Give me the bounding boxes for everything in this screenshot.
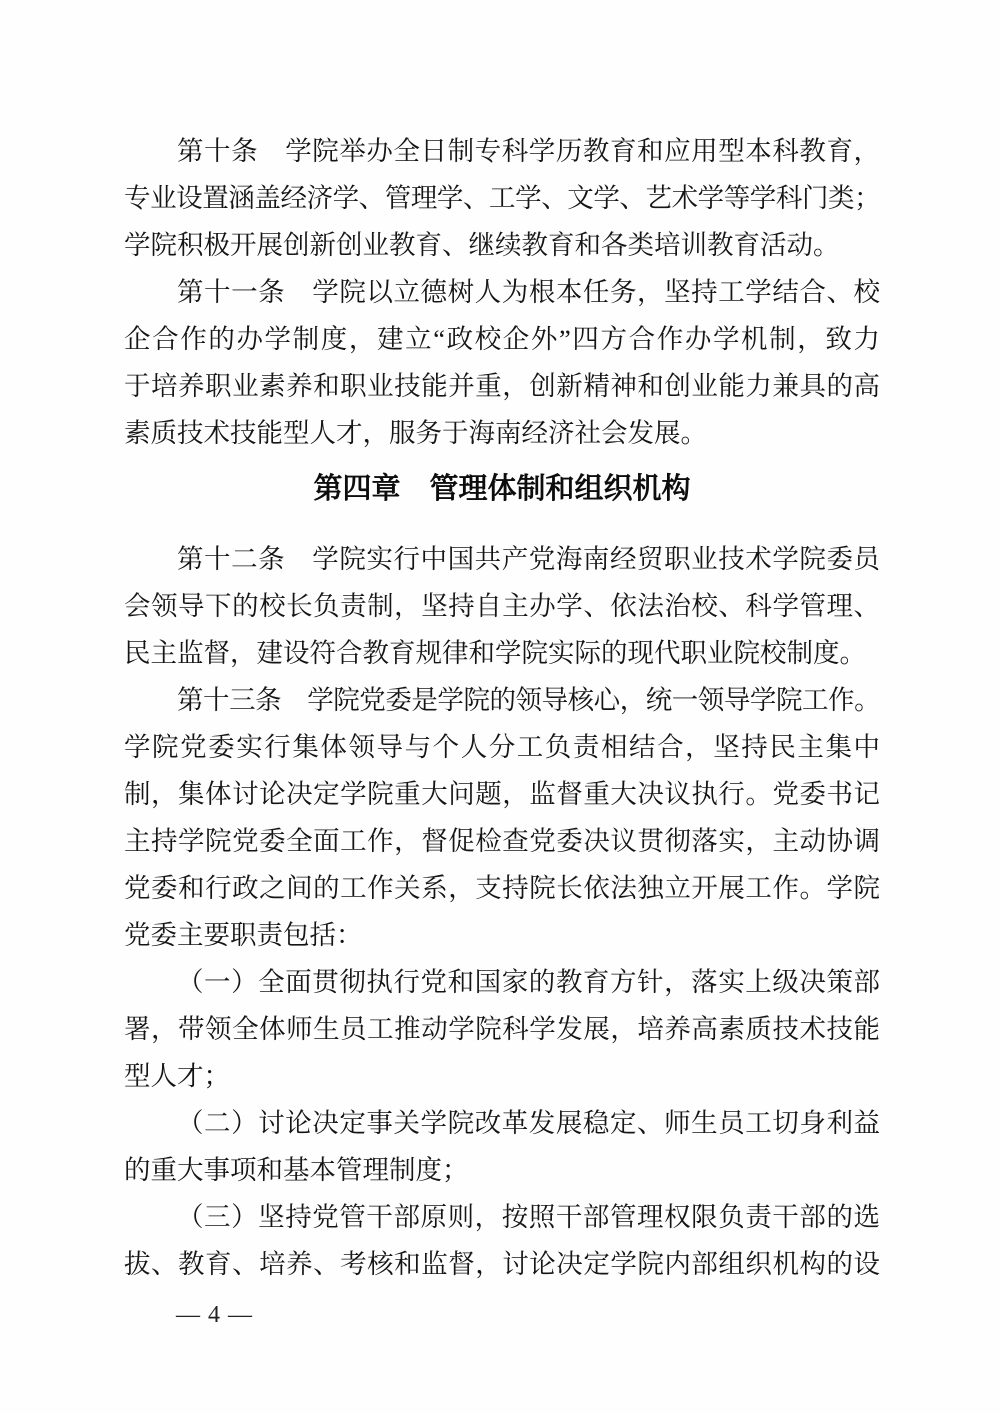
text-line: （二）讨论决定事关学院改革发展稳定、师生员工切身利益 (177, 1108, 880, 1138)
text-line: 拔、教育、培养、考核和监督，讨论决定学院内部组织机构的设 (124, 1249, 880, 1279)
text-line: （三）坚持党管干部原则，按照干部管理权限负责干部的选 (177, 1202, 880, 1232)
text-line: （一）全面贯彻执行党和国家的教育方针，落实上级决策部 (177, 967, 880, 997)
text-line: 第十条 学院举办全日制专科学历教育和应用型本科教育， (177, 136, 880, 166)
chapter-heading: 第四章 管理体制和组织机构 (313, 473, 691, 505)
text-line: 的重大事项和基本管理制度； (124, 1155, 469, 1185)
text-line: 于培养职业素养和职业技能并重，创新精神和创业能力兼具的高 (124, 371, 880, 401)
text-line: 企合作的办学制度，建立“政校企外”四方合作办学机制，致力 (124, 324, 880, 354)
page-number: — 4 — (176, 1302, 253, 1328)
text-line: 素质技术技能型人才，服务于海南经济社会发展。 (124, 418, 707, 448)
text-line: 专业设置涵盖经济学、管理学、工学、文学、艺术学等学科门类； (124, 183, 880, 213)
text-line: 署，带领全体师生员工推动学院科学发展，培养高素质技术技能 (124, 1014, 880, 1044)
text-line: 会领导下的校长负责制，坚持自主办学、依法治校、科学管理、 (124, 591, 880, 621)
text-line: 型人才； (124, 1061, 230, 1091)
text-line: 党委和行政之间的工作关系，支持院长依法独立开展工作。学院 (124, 873, 880, 903)
text-line: 学院党委实行集体领导与个人分工负责相结合，坚持民主集中 (124, 732, 880, 762)
text-line: 主持学院党委全面工作，督促检查党委决议贯彻落实，主动协调 (124, 826, 880, 856)
text-line: 党委主要职责包括： (124, 920, 363, 950)
text-line: 第十三条 学院党委是学院的领导核心，统一领导学院工作。 (177, 685, 880, 715)
text-line: 第十二条 学院实行中国共产党海南经贸职业技术学院委员 (177, 544, 880, 574)
text-line: 学院积极开展创新创业教育、继续教育和各类培训教育活动。 (124, 230, 840, 260)
text-line: 第十一条 学院以立德树人为根本任务，坚持工学结合、校 (177, 277, 880, 307)
text-line: 民主监督，建设符合教育规律和学院实际的现代职业院校制度。 (124, 638, 866, 668)
text-column (124, 128, 880, 1288)
text-line: 制，集体讨论决定学院重大问题，监督重大决议执行。党委书记 (124, 779, 880, 809)
